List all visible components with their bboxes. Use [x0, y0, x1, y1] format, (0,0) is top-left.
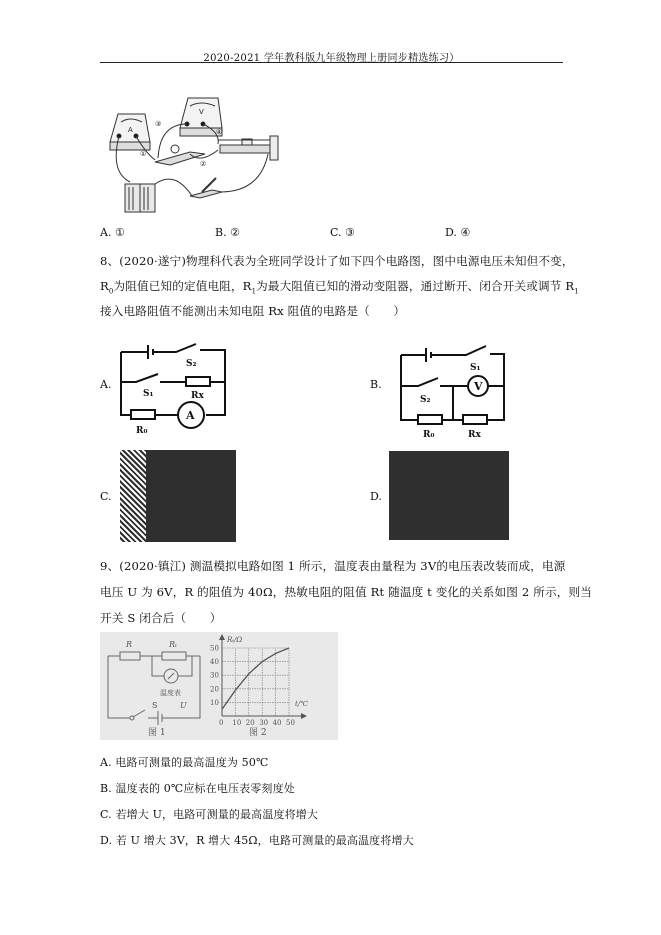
q8-circuit-c-image[interactable] [120, 450, 236, 542]
q9-option-d[interactable]: D. 若 U 增大 3V，R 增大 45Ω，电路可测量的最高温度将增大 [100, 834, 414, 847]
option-letter: B. [215, 226, 227, 239]
q9-stem-line-1: 9、(2020·镇江) 测温模拟电路如图 1 所示，温度表由量程为 3V的电压表改装而成，电源 [100, 559, 566, 573]
voltmeter-label: V [199, 108, 204, 116]
q8-circuit-b[interactable] [398, 340, 518, 440]
y-axis-label: Rₜ/Ω [227, 636, 243, 644]
q8-option-b-label[interactable]: B. [370, 378, 382, 391]
voltmeter-symbol: V [474, 380, 483, 393]
q9-option-a[interactable]: A. 电路可测量的最高温度为 50℃ [100, 756, 269, 769]
switch-label: S [152, 701, 158, 710]
wire-label-4: ④ [216, 128, 223, 136]
x-tick-label: 40 [272, 719, 282, 727]
option-text: ① [114, 226, 125, 239]
text-segment: 为阻值已知的定值电阻，R [113, 279, 252, 293]
text-segment: 为最大阻值已知的滑动变阻器，通过断开、闭合开关或调节 R [256, 279, 575, 293]
page-header: 2020-2021 学年教科版九年级物理上册同步精选练习） [203, 53, 460, 64]
thermometer-label: 温度表 [160, 689, 181, 697]
option-letter: D. [445, 226, 457, 239]
option-text: ③ [345, 226, 355, 239]
battery-icon [125, 184, 155, 212]
x-axis-label: t/℃ [295, 700, 309, 708]
r1-subscript: 1 [251, 287, 257, 296]
rt-label: Rₜ [169, 640, 177, 649]
ammeter-symbol: A [186, 409, 195, 422]
x-tick-label: 0 [219, 719, 224, 727]
chart-grid [222, 648, 289, 716]
r0-subscript: 0 [108, 287, 114, 296]
q8-stem-line-3: 接入电路阻值不能测出未知电阻 Rx 阻值的电路是（ ） [100, 304, 406, 318]
option-text: ④ [460, 226, 471, 239]
q8-stem-line-2 [100, 278, 579, 295]
q8-option-d-label[interactable]: D. [370, 490, 382, 503]
rx-label: Rx [468, 430, 481, 440]
q9-option-c[interactable]: C. 若增大 U，电路可测量的最高温度将增大 [100, 808, 319, 821]
x-tick-label: 50 [286, 719, 295, 727]
voltage-label: U [180, 701, 187, 710]
r-label: R [126, 640, 133, 649]
switch-s1-label: S₁ [143, 389, 154, 399]
q8-circuit-a[interactable] [118, 340, 238, 440]
figure-1-caption: 图 1 [148, 728, 166, 738]
ammeter-label: A [128, 126, 133, 134]
q9-figure-1 [100, 632, 210, 740]
q7-option-d[interactable] [445, 226, 470, 239]
q9-stem-line-3: 开关 S 闭合后（ ） [100, 611, 222, 625]
y-tick-label: 10 [210, 698, 219, 707]
q9-figure-2-chart [205, 632, 338, 740]
switch-s1-label: S₁ [470, 363, 481, 373]
q7-option-a[interactable] [100, 226, 125, 239]
wire-label-1: ① [140, 150, 147, 158]
r0-label: R₀ [136, 426, 148, 436]
q9-option-b[interactable]: B. 温度表的 0℃应标在电压表零刻度处 [100, 782, 295, 795]
switch-icon [190, 178, 222, 198]
figure-2-caption: 图 2 [249, 728, 267, 738]
y-tick-label: 40 [210, 658, 219, 667]
q8-stem-line-1: 8、(2020·遂宁)物理科代表为全班同学设计了如下四个电路图，图中电源电压未知但不变， [100, 254, 574, 268]
rx-label: Rx [191, 391, 204, 401]
y-axis-arrow [219, 634, 225, 640]
r0-symbol: R [100, 279, 109, 293]
q8-circuit-d-image[interactable] [389, 451, 509, 540]
switch-s2-label: S₂ [186, 359, 197, 369]
r0-label: R₀ [423, 430, 435, 440]
y-tick-label: 20 [210, 685, 219, 694]
q9-stem-line-2: 电压 U 为 6V，R 的阻值为 40Ω，热敏电阻的阻值 Rt 随温度 t 变化的关系如图 2 所示，则当 [100, 585, 592, 599]
bulb-board-icon [155, 145, 205, 165]
x-tick-label: 30 [259, 719, 269, 727]
q8-option-c-label[interactable]: C. [100, 490, 112, 503]
y-tick-label: 50 [210, 644, 219, 653]
rt-curve [222, 648, 289, 709]
x-axis-arrow [301, 713, 307, 719]
x-tick-label: 20 [245, 719, 255, 727]
q7-option-b[interactable] [215, 226, 240, 239]
q8-option-a-label[interactable]: A. [100, 378, 112, 391]
chart-ticks [210, 645, 295, 728]
r1-subscript: 1 [574, 287, 579, 296]
option-letter: C. [330, 226, 342, 239]
wire-label-3: ③ [155, 120, 162, 128]
header-divider [100, 62, 563, 63]
q7-option-c[interactable] [330, 226, 355, 239]
rheostat-icon [218, 136, 278, 160]
x-tick-label: 10 [232, 719, 242, 727]
q7-circuit-figure [100, 92, 300, 217]
y-tick-label: 30 [210, 671, 219, 680]
option-text: ② [230, 226, 240, 239]
option-letter: A. [100, 226, 112, 239]
switch-s2-label: S₂ [420, 395, 431, 405]
wire-label-2: ② [200, 160, 207, 168]
